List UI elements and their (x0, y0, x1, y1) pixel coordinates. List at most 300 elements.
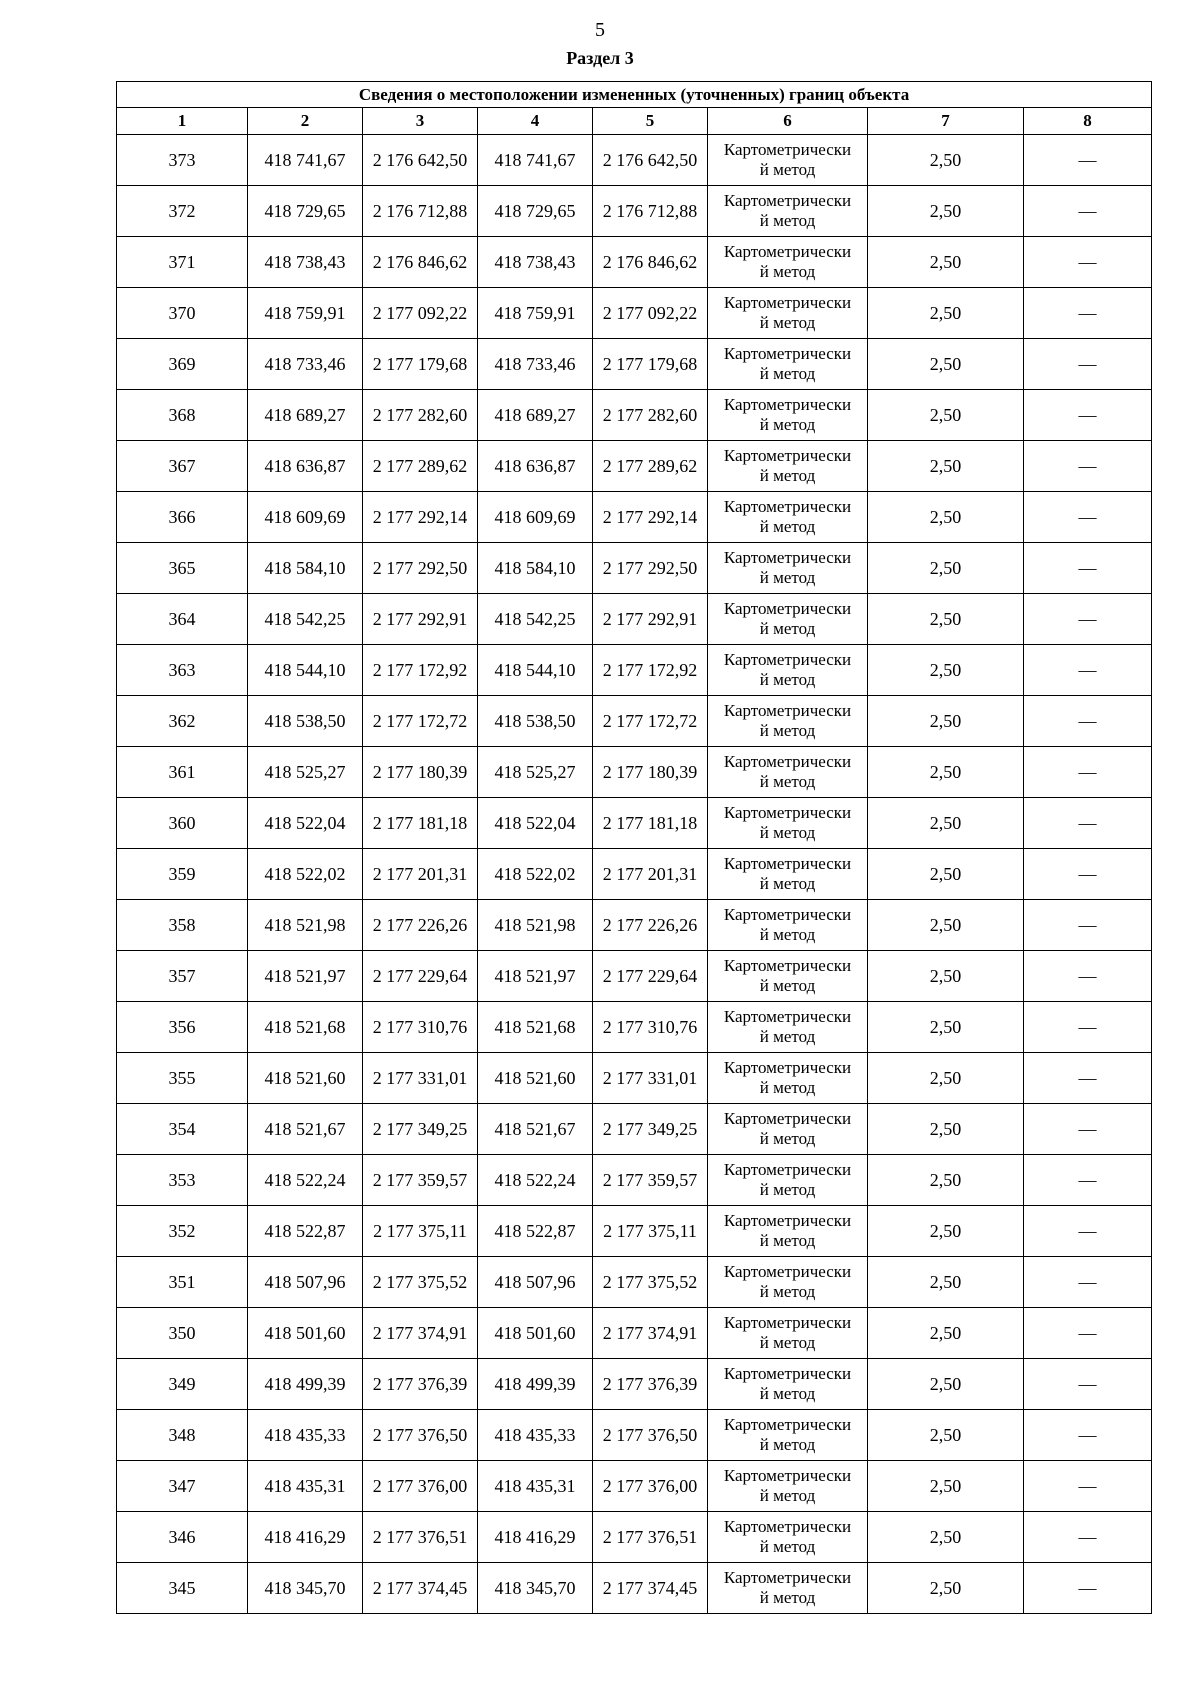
method-text: й метод (759, 619, 816, 638)
cell-col-3: 2 177 292,50 (363, 543, 478, 594)
cell-col-7: 2,50 (868, 237, 1024, 288)
cell-col-5: 2 177 359,57 (593, 1155, 708, 1206)
method-cell (708, 543, 868, 594)
cell-col-4: 418 609,69 (478, 492, 593, 543)
table-row (117, 390, 1152, 441)
cell-col-8: — (1024, 237, 1152, 288)
method-text: Картометрически (723, 1109, 852, 1128)
method-text: й метод (759, 721, 816, 740)
cell-col-3: 2 177 282,60 (363, 390, 478, 441)
method-text: й метод (759, 313, 816, 332)
cell-col-3: 2 177 374,45 (363, 1563, 478, 1614)
cell-col-5: 2 177 375,11 (593, 1206, 708, 1257)
cell-col-4: 418 741,67 (478, 135, 593, 186)
cell-col-7: 2,50 (868, 441, 1024, 492)
cell-col-7: 2,50 (868, 747, 1024, 798)
cell-col-7: 2,50 (868, 1308, 1024, 1359)
method-cell (708, 1053, 868, 1104)
cell-col-3: 2 177 376,39 (363, 1359, 478, 1410)
cell-col-1: 360 (117, 798, 248, 849)
cell-col-8: — (1024, 849, 1152, 900)
method-text: Картометрически (723, 1415, 852, 1434)
cell-col-4: 418 521,98 (478, 900, 593, 951)
cell-col-4: 418 521,60 (478, 1053, 593, 1104)
cell-col-1: 370 (117, 288, 248, 339)
method-text: Картометрически (723, 548, 852, 567)
cell-col-5: 2 176 642,50 (593, 135, 708, 186)
method-text: Картометрически (723, 1160, 852, 1179)
cell-col-2: 418 741,67 (248, 135, 363, 186)
method-text: Картометрически (723, 1007, 852, 1026)
cell-col-1: 357 (117, 951, 248, 1002)
cell-col-7: 2,50 (868, 492, 1024, 543)
table-row (117, 1104, 1152, 1155)
cell-col-8: — (1024, 135, 1152, 186)
method-text: й метод (759, 1588, 816, 1607)
method-text: й метод (759, 1435, 816, 1454)
cell-col-7: 2,50 (868, 1002, 1024, 1053)
cell-col-2: 418 544,10 (248, 645, 363, 696)
cell-col-8: — (1024, 696, 1152, 747)
method-text: й метод (759, 874, 816, 893)
method-cell (708, 390, 868, 441)
cell-col-5: 2 177 172,92 (593, 645, 708, 696)
cell-col-1: 359 (117, 849, 248, 900)
cell-col-4: 418 522,87 (478, 1206, 593, 1257)
method-cell (708, 798, 868, 849)
method-text: Картометрически (723, 1262, 852, 1281)
method-text: й метод (759, 466, 816, 485)
method-text: Картометрически (723, 395, 852, 414)
method-text: й метод (759, 976, 816, 995)
cell-col-4: 418 501,60 (478, 1308, 593, 1359)
cell-col-4: 418 729,65 (478, 186, 593, 237)
table-row (117, 645, 1152, 696)
cell-col-3: 2 177 172,92 (363, 645, 478, 696)
cell-col-5: 2 176 846,62 (593, 237, 708, 288)
method-cell (708, 339, 868, 390)
method-text: й метод (759, 1231, 816, 1250)
method-cell (708, 1563, 868, 1614)
cell-col-8: — (1024, 339, 1152, 390)
cell-col-8: — (1024, 390, 1152, 441)
cell-col-5: 2 177 172,72 (593, 696, 708, 747)
cell-col-1: 371 (117, 237, 248, 288)
table-body (117, 135, 1152, 1614)
cell-col-5: 2 177 349,25 (593, 1104, 708, 1155)
cell-col-5: 2 177 376,00 (593, 1461, 708, 1512)
cell-col-3: 2 177 201,31 (363, 849, 478, 900)
cell-col-3: 2 177 172,72 (363, 696, 478, 747)
cell-col-7: 2,50 (868, 594, 1024, 645)
cell-col-2: 418 689,27 (248, 390, 363, 441)
cell-col-2: 418 521,60 (248, 1053, 363, 1104)
method-cell (708, 1410, 868, 1461)
cell-col-5: 2 177 181,18 (593, 798, 708, 849)
method-text: й метод (759, 517, 816, 536)
column-number-8: 8 (1024, 108, 1152, 135)
cell-col-8: — (1024, 1206, 1152, 1257)
cell-col-1: 364 (117, 594, 248, 645)
column-number-1: 1 (117, 108, 248, 135)
table-row (117, 696, 1152, 747)
cell-col-7: 2,50 (868, 1206, 1024, 1257)
table-row (117, 1563, 1152, 1614)
cell-col-1: 346 (117, 1512, 248, 1563)
cell-col-4: 418 522,24 (478, 1155, 593, 1206)
method-text: Картометрически (723, 1058, 852, 1077)
column-number-2: 2 (248, 108, 363, 135)
method-text: Картометрически (723, 1568, 852, 1587)
cell-col-1: 348 (117, 1410, 248, 1461)
table-caption: Сведения о местоположении измененных (уточненных) границ объекта (117, 82, 1152, 108)
cell-col-7: 2,50 (868, 288, 1024, 339)
method-text: й метод (759, 211, 816, 230)
page-number: 5 (595, 19, 605, 41)
cell-col-7: 2,50 (868, 390, 1024, 441)
cell-col-5: 2 177 310,76 (593, 1002, 708, 1053)
method-text: Картометрически (723, 701, 852, 720)
method-text: й метод (759, 262, 816, 281)
table-row (117, 237, 1152, 288)
cell-col-1: 361 (117, 747, 248, 798)
cell-col-2: 418 499,39 (248, 1359, 363, 1410)
cell-col-2: 418 538,50 (248, 696, 363, 747)
cell-col-3: 2 177 229,64 (363, 951, 478, 1002)
table-row (117, 951, 1152, 1002)
method-text: Картометрически (723, 446, 852, 465)
cell-col-8: — (1024, 492, 1152, 543)
method-text: й метод (759, 1027, 816, 1046)
cell-col-2: 418 609,69 (248, 492, 363, 543)
cell-col-4: 418 345,70 (478, 1563, 593, 1614)
cell-col-5: 2 177 376,50 (593, 1410, 708, 1461)
cell-col-1: 354 (117, 1104, 248, 1155)
cell-col-8: — (1024, 186, 1152, 237)
cell-col-7: 2,50 (868, 798, 1024, 849)
method-text: й метод (759, 1333, 816, 1352)
cell-col-1: 347 (117, 1461, 248, 1512)
cell-col-4: 418 521,68 (478, 1002, 593, 1053)
cell-col-8: — (1024, 951, 1152, 1002)
method-text: й метод (759, 1282, 816, 1301)
method-text: й метод (759, 925, 816, 944)
table-row (117, 492, 1152, 543)
cell-col-3: 2 177 375,52 (363, 1257, 478, 1308)
cell-col-3: 2 177 376,50 (363, 1410, 478, 1461)
column-number-7: 7 (868, 108, 1024, 135)
cell-col-7: 2,50 (868, 1257, 1024, 1308)
table-row (117, 441, 1152, 492)
method-cell (708, 1206, 868, 1257)
cell-col-7: 2,50 (868, 1512, 1024, 1563)
cell-col-8: — (1024, 1308, 1152, 1359)
cell-col-7: 2,50 (868, 696, 1024, 747)
cell-col-8: — (1024, 1257, 1152, 1308)
table-row (117, 186, 1152, 237)
cell-col-8: — (1024, 798, 1152, 849)
method-cell (708, 135, 868, 186)
cell-col-5: 2 177 376,51 (593, 1512, 708, 1563)
cell-col-1: 349 (117, 1359, 248, 1410)
cell-col-1: 355 (117, 1053, 248, 1104)
cell-col-8: — (1024, 1512, 1152, 1563)
cell-col-7: 2,50 (868, 645, 1024, 696)
method-cell (708, 1155, 868, 1206)
cell-col-4: 418 521,67 (478, 1104, 593, 1155)
cell-col-4: 418 435,31 (478, 1461, 593, 1512)
table-row (117, 135, 1152, 186)
cell-col-3: 2 177 331,01 (363, 1053, 478, 1104)
cell-col-3: 2 177 374,91 (363, 1308, 478, 1359)
method-text: Картометрически (723, 956, 852, 975)
cell-col-7: 2,50 (868, 849, 1024, 900)
method-text: Картометрически (723, 242, 852, 261)
cell-col-5: 2 177 282,60 (593, 390, 708, 441)
table-row (117, 1206, 1152, 1257)
method-text: Картометрически (723, 140, 852, 159)
table-row (117, 543, 1152, 594)
method-cell (708, 186, 868, 237)
method-cell (708, 1512, 868, 1563)
cell-col-1: 365 (117, 543, 248, 594)
cell-col-5: 2 177 289,62 (593, 441, 708, 492)
method-cell (708, 1308, 868, 1359)
method-cell (708, 951, 868, 1002)
cell-col-3: 2 177 092,22 (363, 288, 478, 339)
cell-col-2: 418 733,46 (248, 339, 363, 390)
cell-col-7: 2,50 (868, 543, 1024, 594)
cell-col-8: — (1024, 1563, 1152, 1614)
method-text: Картометрически (723, 344, 852, 363)
table-row (117, 594, 1152, 645)
method-text: й метод (759, 415, 816, 434)
table-row (117, 1257, 1152, 1308)
cell-col-4: 418 538,50 (478, 696, 593, 747)
cell-col-3: 2 177 292,14 (363, 492, 478, 543)
method-cell (708, 696, 868, 747)
cell-col-5: 2 177 374,45 (593, 1563, 708, 1614)
cell-col-5: 2 177 292,91 (593, 594, 708, 645)
cell-col-8: — (1024, 1410, 1152, 1461)
cell-col-4: 418 689,27 (478, 390, 593, 441)
cell-col-3: 2 177 359,57 (363, 1155, 478, 1206)
column-number-6: 6 (708, 108, 868, 135)
method-text: й метод (759, 568, 816, 587)
cell-col-8: — (1024, 1155, 1152, 1206)
table-caption-row (117, 82, 1152, 108)
cell-col-2: 418 729,65 (248, 186, 363, 237)
cell-col-8: — (1024, 1359, 1152, 1410)
cell-col-2: 418 522,87 (248, 1206, 363, 1257)
cell-col-3: 2 177 376,51 (363, 1512, 478, 1563)
section-title: Раздел 3 (566, 48, 634, 68)
method-text: й метод (759, 364, 816, 383)
table-row (117, 1461, 1152, 1512)
cell-col-2: 418 584,10 (248, 543, 363, 594)
cell-col-3: 2 177 180,39 (363, 747, 478, 798)
cell-col-3: 2 177 310,76 (363, 1002, 478, 1053)
cell-col-5: 2 177 229,64 (593, 951, 708, 1002)
cell-col-3: 2 176 712,88 (363, 186, 478, 237)
cell-col-8: — (1024, 900, 1152, 951)
method-text: Картометрически (723, 191, 852, 210)
table-row (117, 1002, 1152, 1053)
cell-col-5: 2 177 292,50 (593, 543, 708, 594)
method-text: й метод (759, 160, 816, 179)
method-text: Картометрически (723, 752, 852, 771)
cell-col-4: 418 542,25 (478, 594, 593, 645)
cell-col-2: 418 435,31 (248, 1461, 363, 1512)
cell-col-2: 418 522,02 (248, 849, 363, 900)
cell-col-7: 2,50 (868, 1053, 1024, 1104)
cell-col-2: 418 636,87 (248, 441, 363, 492)
cell-col-5: 2 177 375,52 (593, 1257, 708, 1308)
cell-col-7: 2,50 (868, 339, 1024, 390)
table-row (117, 798, 1152, 849)
table-row (117, 339, 1152, 390)
cell-col-2: 418 435,33 (248, 1410, 363, 1461)
cell-col-5: 2 177 374,91 (593, 1308, 708, 1359)
column-number-4: 4 (478, 108, 593, 135)
cell-col-7: 2,50 (868, 1359, 1024, 1410)
cell-col-5: 2 176 712,88 (593, 186, 708, 237)
cell-col-7: 2,50 (868, 1410, 1024, 1461)
column-number-5: 5 (593, 108, 708, 135)
cell-col-2: 418 522,24 (248, 1155, 363, 1206)
method-cell (708, 900, 868, 951)
cell-col-5: 2 177 201,31 (593, 849, 708, 900)
method-text: й метод (759, 772, 816, 791)
cell-col-4: 418 525,27 (478, 747, 593, 798)
method-cell (708, 1104, 868, 1155)
cell-col-5: 2 177 331,01 (593, 1053, 708, 1104)
table-row (117, 1359, 1152, 1410)
cell-col-2: 418 345,70 (248, 1563, 363, 1614)
method-text: й метод (759, 1486, 816, 1505)
cell-col-3: 2 177 179,68 (363, 339, 478, 390)
method-cell (708, 1359, 868, 1410)
cell-col-4: 418 738,43 (478, 237, 593, 288)
cell-col-7: 2,50 (868, 900, 1024, 951)
method-cell (708, 849, 868, 900)
cell-col-4: 418 584,10 (478, 543, 593, 594)
method-text: й метод (759, 670, 816, 689)
cell-col-3: 2 177 349,25 (363, 1104, 478, 1155)
method-text: й метод (759, 1384, 816, 1403)
method-text: Картометрически (723, 803, 852, 822)
cell-col-4: 418 521,97 (478, 951, 593, 1002)
cell-col-1: 351 (117, 1257, 248, 1308)
cell-col-8: — (1024, 1002, 1152, 1053)
cell-col-2: 418 521,68 (248, 1002, 363, 1053)
cell-col-1: 352 (117, 1206, 248, 1257)
method-text: й метод (759, 1078, 816, 1097)
cell-col-8: — (1024, 645, 1152, 696)
cell-col-7: 2,50 (868, 186, 1024, 237)
table-row (117, 1308, 1152, 1359)
cell-col-2: 418 525,27 (248, 747, 363, 798)
table-row (117, 288, 1152, 339)
cell-col-3: 2 176 642,50 (363, 135, 478, 186)
cell-col-8: — (1024, 747, 1152, 798)
cell-col-7: 2,50 (868, 1563, 1024, 1614)
method-cell (708, 1002, 868, 1053)
cell-col-4: 418 522,04 (478, 798, 593, 849)
cell-col-4: 418 435,33 (478, 1410, 593, 1461)
cell-col-1: 358 (117, 900, 248, 951)
method-cell (708, 237, 868, 288)
cell-col-5: 2 177 179,68 (593, 339, 708, 390)
method-text: Картометрически (723, 1211, 852, 1230)
cell-col-2: 418 542,25 (248, 594, 363, 645)
cell-col-2: 418 759,91 (248, 288, 363, 339)
cell-col-3: 2 177 376,00 (363, 1461, 478, 1512)
cell-col-8: — (1024, 1053, 1152, 1104)
table-row (117, 747, 1152, 798)
table-row (117, 1410, 1152, 1461)
method-cell (708, 645, 868, 696)
cell-col-4: 418 499,39 (478, 1359, 593, 1410)
table-row (117, 900, 1152, 951)
method-text: Картометрически (723, 1313, 852, 1332)
method-cell (708, 1461, 868, 1512)
cell-col-7: 2,50 (868, 135, 1024, 186)
table-row (117, 1155, 1152, 1206)
cell-col-4: 418 522,02 (478, 849, 593, 900)
method-text: Картометрически (723, 497, 852, 516)
cell-col-4: 418 759,91 (478, 288, 593, 339)
cell-col-3: 2 177 375,11 (363, 1206, 478, 1257)
method-text: Картометрически (723, 1517, 852, 1536)
method-text: й метод (759, 823, 816, 842)
cell-col-3: 2 177 181,18 (363, 798, 478, 849)
cell-col-1: 366 (117, 492, 248, 543)
cell-col-1: 362 (117, 696, 248, 747)
cell-col-8: — (1024, 543, 1152, 594)
cell-col-3: 2 177 292,91 (363, 594, 478, 645)
cell-col-4: 418 507,96 (478, 1257, 593, 1308)
column-number-row (117, 108, 1152, 135)
cell-col-1: 367 (117, 441, 248, 492)
cell-col-5: 2 177 292,14 (593, 492, 708, 543)
cell-col-3: 2 177 289,62 (363, 441, 478, 492)
cell-col-2: 418 738,43 (248, 237, 363, 288)
cell-col-8: — (1024, 1104, 1152, 1155)
cell-col-5: 2 177 092,22 (593, 288, 708, 339)
table-row (117, 1512, 1152, 1563)
cell-col-1: 369 (117, 339, 248, 390)
method-cell (708, 288, 868, 339)
method-text: Картометрически (723, 293, 852, 312)
table-row (117, 849, 1152, 900)
cell-col-1: 353 (117, 1155, 248, 1206)
cell-col-5: 2 177 376,39 (593, 1359, 708, 1410)
cell-col-8: — (1024, 1461, 1152, 1512)
cell-col-5: 2 177 180,39 (593, 747, 708, 798)
cell-col-3: 2 176 846,62 (363, 237, 478, 288)
cell-col-2: 418 521,98 (248, 900, 363, 951)
cell-col-3: 2 177 226,26 (363, 900, 478, 951)
cell-col-4: 418 636,87 (478, 441, 593, 492)
cell-col-1: 345 (117, 1563, 248, 1614)
method-text: Картометрически (723, 650, 852, 669)
method-cell (708, 441, 868, 492)
method-text: й метод (759, 1129, 816, 1148)
cell-col-4: 418 733,46 (478, 339, 593, 390)
cell-col-1: 372 (117, 186, 248, 237)
method-text: Картометрически (723, 905, 852, 924)
